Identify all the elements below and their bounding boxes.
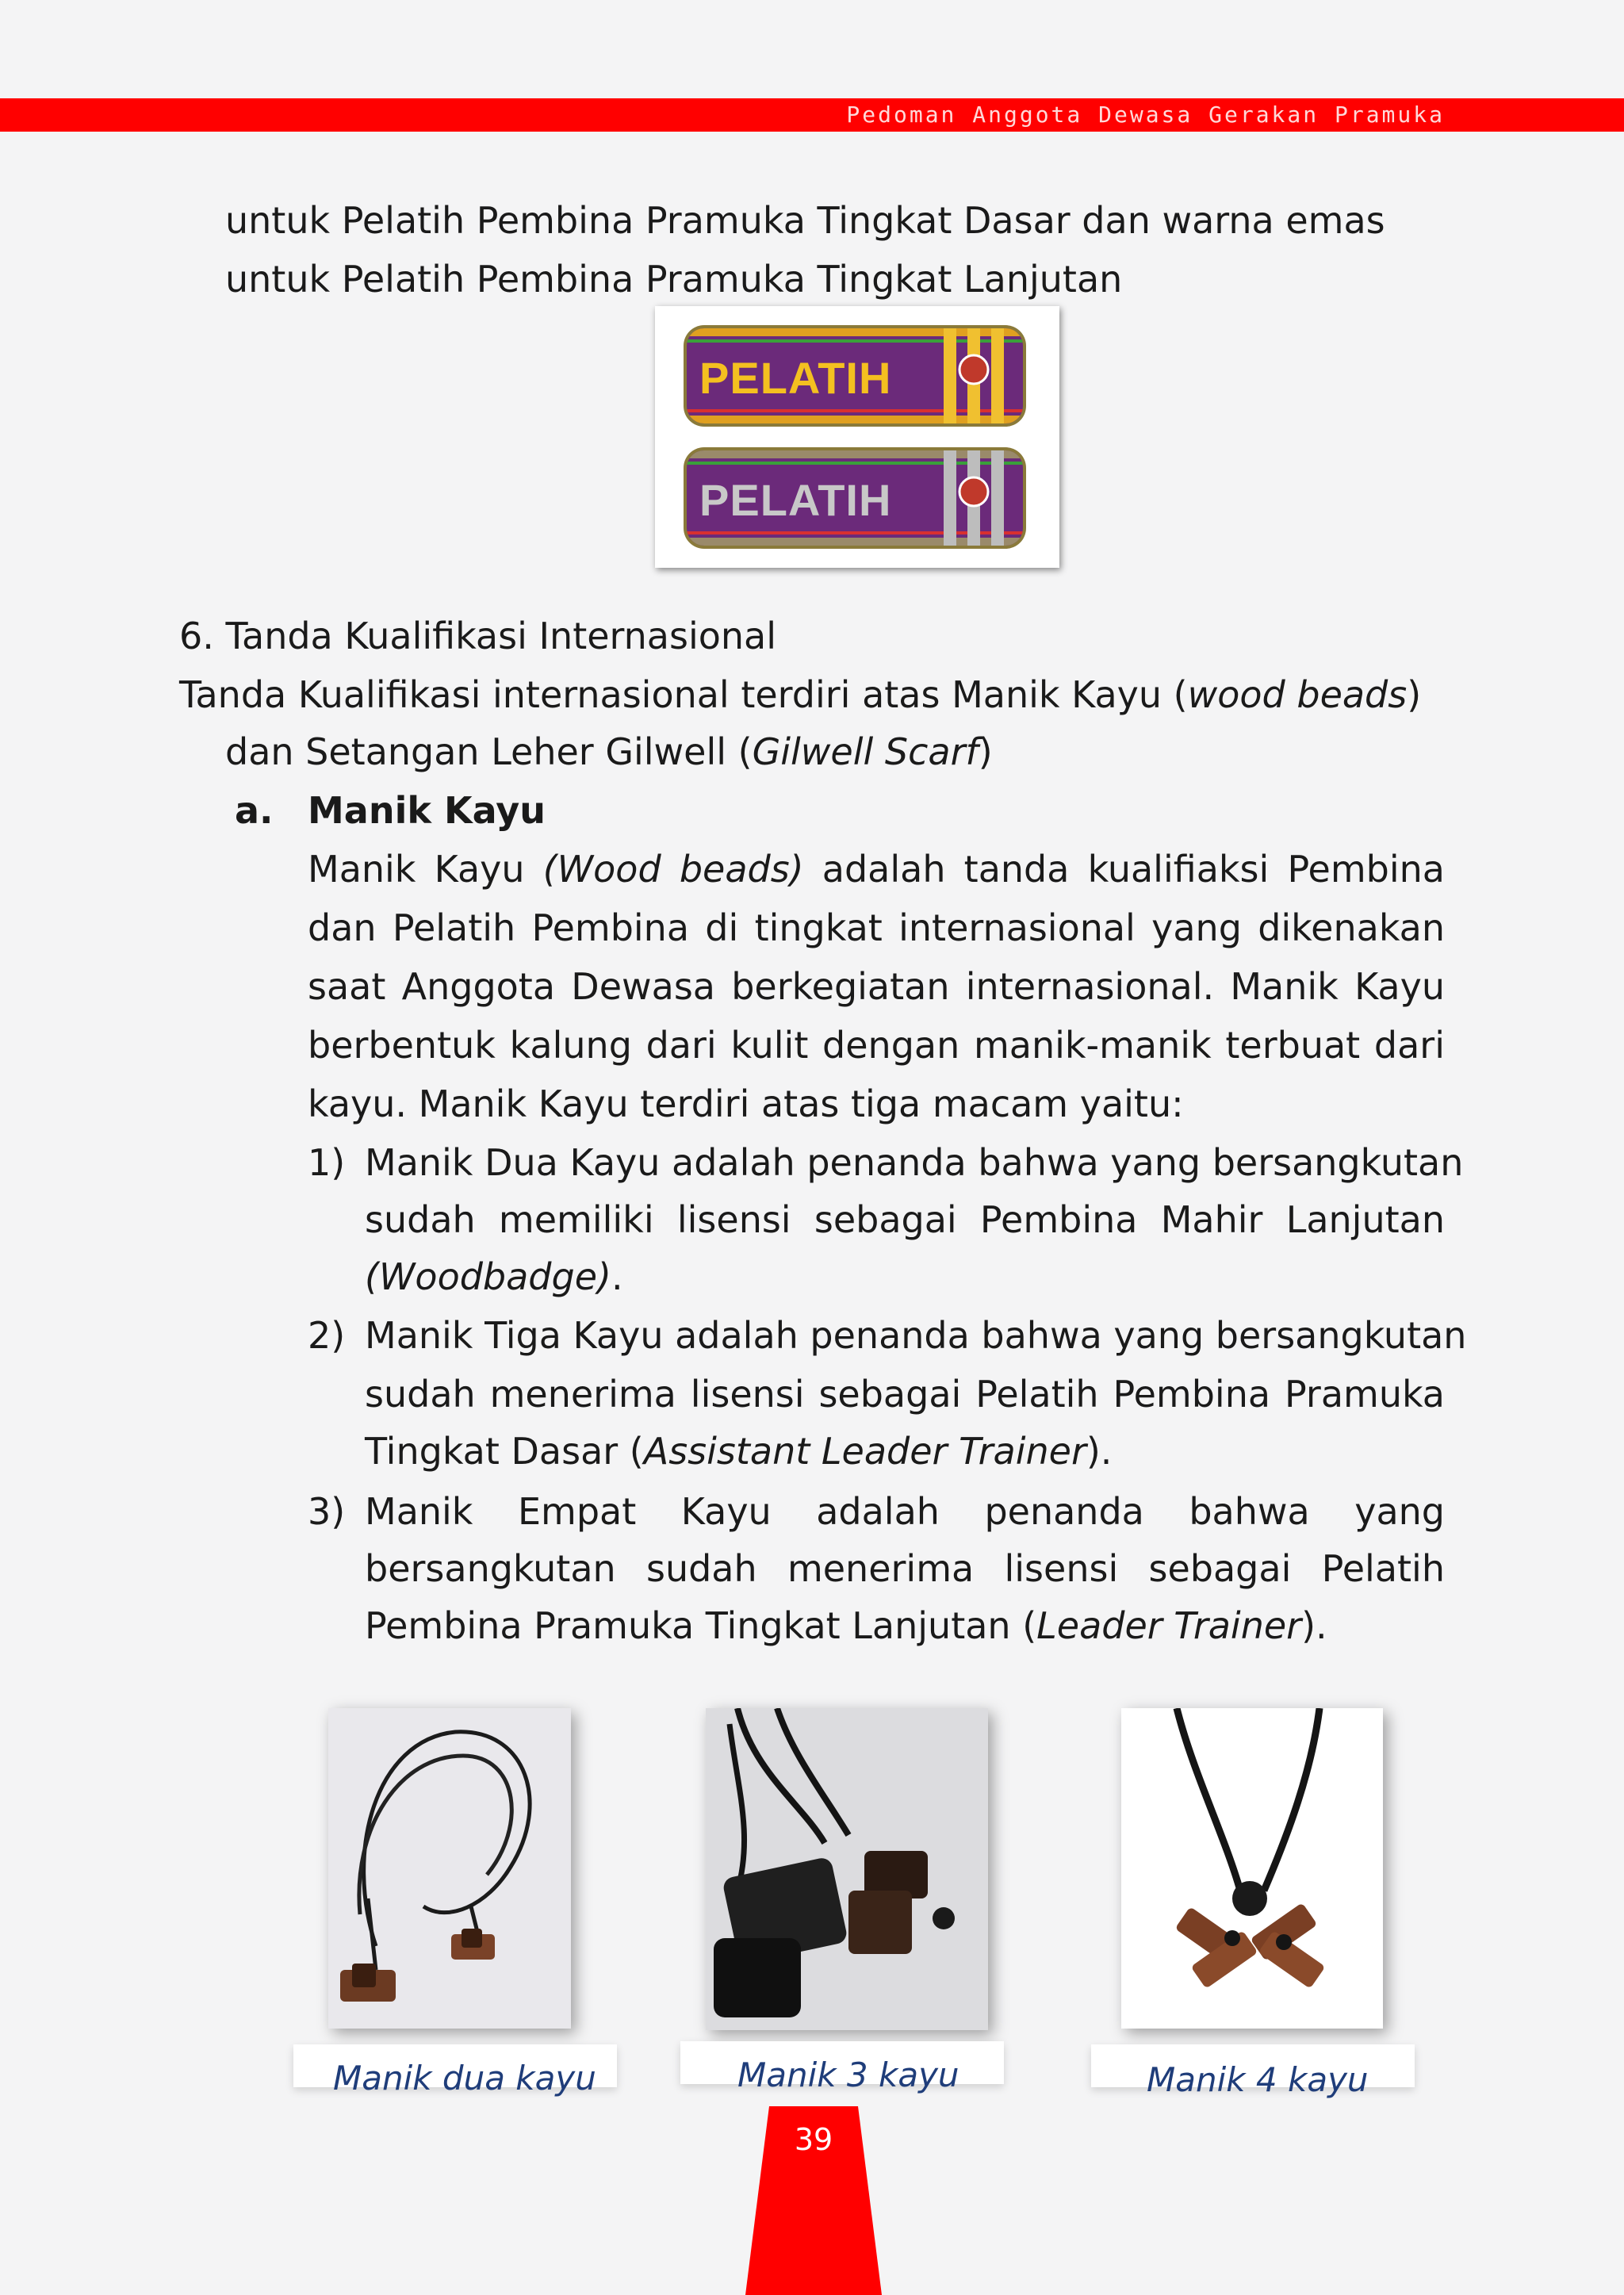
caption-manik-3-kayu: Manik 3 kayu	[737, 2056, 959, 2094]
term-woodbadge: (Woodbadge)	[365, 1255, 611, 1298]
para-line-3: saat Anggota Dewasa berkegiatan internasional. Manik Kayu	[308, 965, 1445, 1008]
badge-label-bottom: PELATIH	[699, 475, 892, 525]
page-number: 39	[794, 2122, 833, 2157]
photo-manik-3-kayu	[706, 1708, 988, 2030]
list-item-2-line-3: Tingkat Dasar (Assistant Leader Trainer).	[365, 1430, 1113, 1473]
pelatih-badges-image	[655, 306, 1059, 568]
term-wood-beads: wood beads	[1187, 673, 1408, 716]
list-marker-2: 2)	[308, 1314, 346, 1357]
badge-emblem-gold	[936, 328, 1023, 423]
subsection-a-marker: a.	[235, 789, 274, 832]
para-line-5: kayu. Manik Kayu terdiri atas tiga macam yaitu:	[308, 1082, 1184, 1125]
para-line-2: dan Pelatih Pembina di tingkat internasional yang dikenakan	[308, 906, 1445, 949]
photo-manik-4-kayu	[1121, 1708, 1383, 2029]
pelatih-badge-silver	[687, 450, 1023, 546]
section-title: Tanda Kualifikasi Internasional	[225, 615, 777, 657]
caption-manik-4-kayu: Manik 4 kayu	[1147, 2060, 1369, 2099]
para-line-1: Manik Kayu (Wood beads) adalah tanda kualifiaksi Pembina	[308, 848, 1445, 891]
list-item-3-line-2: bersangkutan sudah menerima lisensi sebagai Pelatih	[365, 1547, 1445, 1590]
pelatih-badge-gold	[687, 328, 1023, 423]
badge-label-top: PELATIH	[699, 353, 892, 403]
list-item-2-line-1: Manik Tiga Kayu adalah penanda bahwa yang bersangkutan	[365, 1314, 1467, 1357]
subsection-a-title: Manik Kayu	[308, 789, 546, 832]
intro-line-1: untuk Pelatih Pembina Pramuka Tingkat Dasar dan warna emas	[225, 199, 1385, 242]
section-number: 6.	[179, 615, 214, 657]
term-leader-trainer: Leader Trainer	[1036, 1604, 1302, 1647]
photo-manik-dua-kayu	[328, 1708, 571, 2029]
section-6-heading	[179, 612, 776, 660]
list-marker-1: 1)	[308, 1141, 346, 1184]
term-assistant-leader-trainer: Assistant Leader Trainer	[643, 1430, 1086, 1473]
list-item-2-line-2: sudah menerima lisensi sebagai Pelatih Pembina Pramuka	[365, 1373, 1445, 1416]
running-header: Pedoman Anggota Dewasa Gerakan Pramuka	[846, 102, 1445, 128]
para-line-4: berbentuk kalung dari kulit dengan manik-manik terbuat dari	[308, 1024, 1445, 1067]
badge-emblem-silver	[936, 450, 1023, 546]
list-marker-3: 3)	[308, 1490, 346, 1533]
section-6-desc-line-1: Tanda Kualifikasi internasional terdiri atas Manik Kayu (wood beads)	[179, 673, 1422, 716]
caption-manik-dua-kayu: Manik dua kayu	[333, 2059, 596, 2098]
section-6-desc-line-2: dan Setangan Leher Gilwell (Gilwell Scarf)	[225, 730, 993, 773]
list-item-1-line-1: Manik Dua Kayu adalah penanda bahwa yang bersangkutan	[365, 1141, 1464, 1184]
intro-line-2: untuk Pelatih Pembina Pramuka Tingkat Lanjutan	[225, 258, 1123, 301]
list-item-3-line-3: Pembina Pramuka Tingkat Lanjutan (Leader Trainer).	[365, 1604, 1327, 1647]
list-item-3-line-1: Manik Empat Kayu adalah penanda bahwa yang	[365, 1490, 1445, 1533]
list-item-1-line-3: (Woodbadge).	[365, 1255, 623, 1298]
list-item-1-line-2: sudah memiliki lisensi sebagai Pembina Mahir Lanjutan	[365, 1198, 1445, 1241]
term-wood-beads-2: (Wood beads)	[542, 848, 804, 891]
term-gilwell-scarf: Gilwell Scarf	[752, 730, 979, 773]
